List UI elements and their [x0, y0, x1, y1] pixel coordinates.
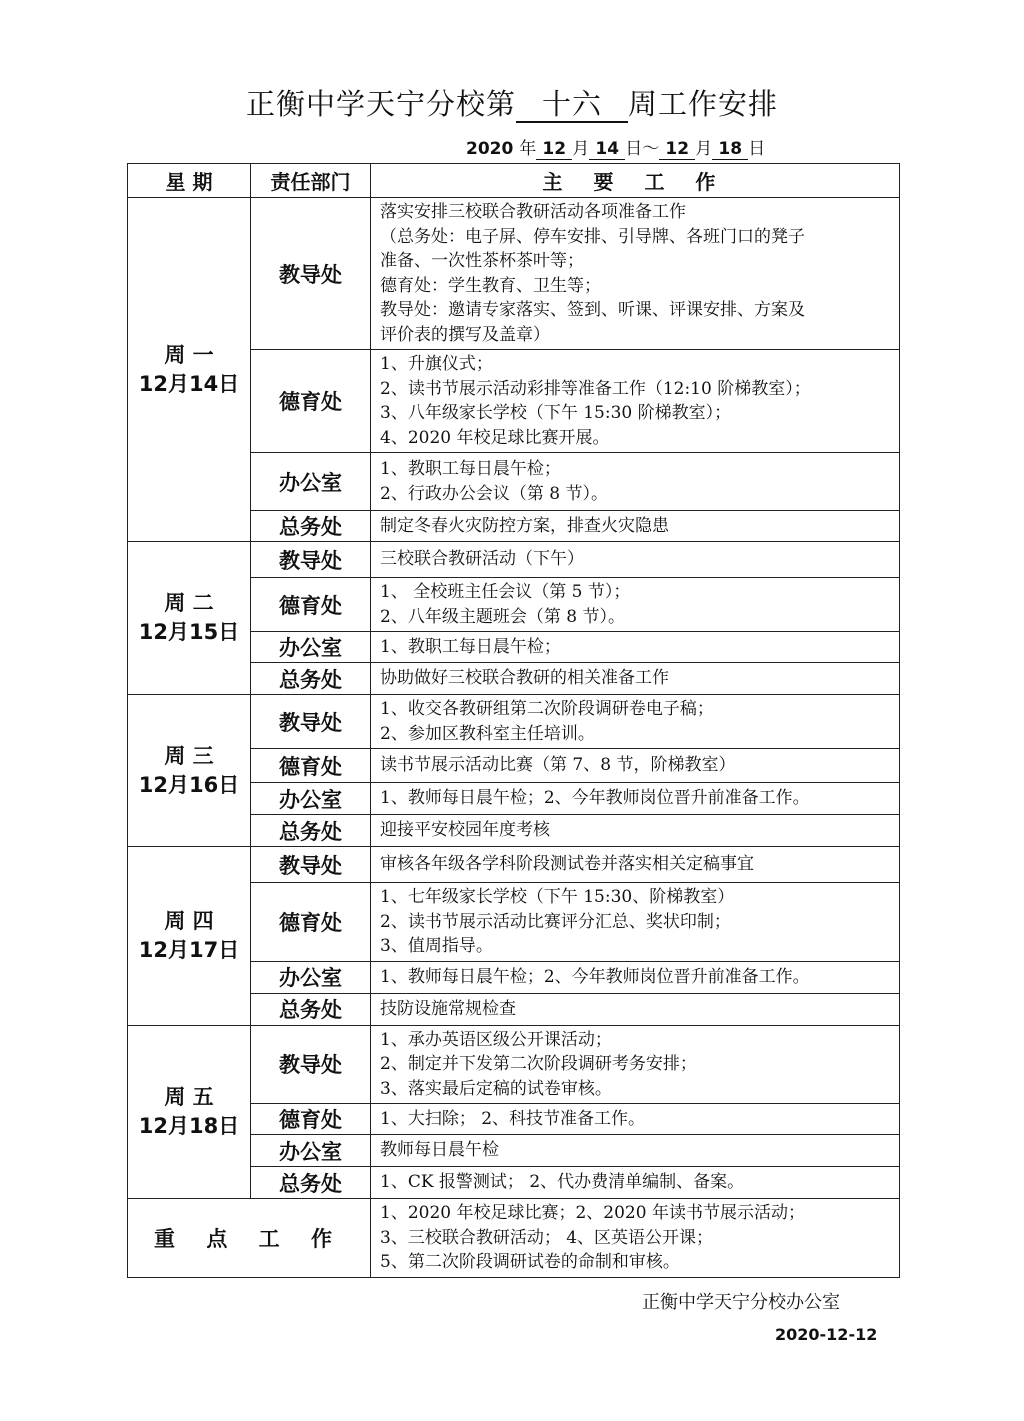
department-cell: 教导处	[251, 847, 371, 883]
work-line: 1、 全校班主任会议（第 5 节）；	[380, 582, 631, 602]
page-title: 正衡中学天宁分校第 十六 周工作安排	[245, 87, 779, 121]
work-line: 2、行政办公会议（第 8 节）。	[380, 483, 608, 504]
date-range: 2020 年 12 月 14 日～ 12 月 18 日	[466, 139, 766, 159]
work-line: 2、八年级主题班会（第 8 节）。	[380, 606, 625, 627]
table-row	[128, 847, 900, 883]
work-cell	[371, 632, 900, 663]
work-line: 迎接平安校园年度考核	[380, 820, 550, 841]
work-line: 2、参加区教科室主任培训。	[380, 723, 595, 744]
work-line: 1、2020 年校足球比赛；2、2020 年读书节展示活动；	[380, 1203, 805, 1223]
work-line: 落实安排三校联合教研活动各项准备工作	[380, 202, 686, 222]
weekday-label: 周 一	[164, 342, 214, 367]
work-cell	[371, 350, 900, 453]
work-line: 教导处：邀请专家落实、签到、听课、评课安排、方案及	[380, 300, 805, 320]
key-work-row	[128, 1199, 900, 1278]
work-line: 制定冬春火灾防控方案，排查火灾隐患	[380, 515, 669, 536]
work-cell	[371, 1104, 900, 1135]
work-cell	[371, 1167, 900, 1199]
week-number: 十六	[516, 89, 628, 123]
work-line: 1、承办英语区级公开课活动；	[380, 1029, 612, 1050]
work-cell	[371, 542, 900, 578]
department-cell: 德育处	[251, 350, 371, 453]
department-cell: 教导处	[251, 542, 371, 578]
work-cell	[371, 1135, 900, 1167]
weekday-cell	[128, 847, 251, 1026]
work-line: 2、读书节展示活动比赛评分汇总、奖状印制；	[380, 911, 731, 932]
schedule-body	[128, 198, 900, 1278]
department-cell: 办公室	[251, 632, 371, 663]
work-line: 1、教职工每日晨午检；	[380, 636, 561, 657]
department-cell: 总务处	[251, 815, 371, 847]
weekday-cell	[128, 1025, 251, 1199]
work-cell	[371, 883, 900, 962]
department-cell: 总务处	[251, 993, 371, 1025]
weekday-label: 周 五	[164, 1084, 214, 1109]
date-label: 12月14日	[138, 371, 240, 396]
work-line: 德育处：学生教育、卫生等；	[380, 275, 601, 296]
work-line: 评价表的撰写及盖章）	[380, 324, 550, 345]
work-line: 1、七年级家长学校（下午 15:30、阶梯教室）	[380, 887, 735, 907]
work-line: 三校联合教研活动（下午）	[380, 549, 584, 570]
weekday-cell	[128, 198, 251, 542]
weekday-cell	[128, 542, 251, 695]
work-cell	[371, 453, 900, 511]
start-day: 14	[589, 139, 625, 160]
department-cell: 教导处	[251, 198, 371, 350]
work-line: 4、2020 年校足球比赛开展。	[380, 427, 610, 448]
department-cell: 办公室	[251, 1135, 371, 1167]
department-cell: 教导处	[251, 695, 371, 749]
work-cell	[371, 749, 900, 783]
department-cell: 德育处	[251, 578, 371, 632]
work-cell	[371, 1025, 900, 1104]
work-cell	[371, 993, 900, 1025]
header-work: 主 要 工 作	[371, 164, 900, 198]
date-label: 12月18日	[138, 1113, 240, 1138]
weekday-label: 周 四	[164, 908, 214, 933]
work-cell	[371, 663, 900, 695]
work-line: （总务处：电子屏、停车安排、引导牌、各班门口的凳子	[380, 226, 805, 247]
work-line: 1、教师每日晨午检；2、今年教师岗位晋升前准备工作。	[380, 788, 810, 809]
start-month: 12	[536, 139, 572, 160]
table-row	[128, 198, 900, 350]
work-line: 1、CK 报警测试； 2、代办费清单编制、备案。	[380, 1172, 745, 1193]
work-line: 1、收交各教研组第二次阶段调研卷电子稿；	[380, 699, 714, 719]
work-line: 3、三校联合教研活动； 4、区英语公开课；	[380, 1227, 714, 1248]
department-cell: 办公室	[251, 783, 371, 815]
work-line: 技防设施常规检查	[380, 998, 516, 1019]
work-cell	[371, 815, 900, 847]
department-cell: 办公室	[251, 453, 371, 511]
department-cell: 总务处	[251, 511, 371, 542]
work-line: 协助做好三校联合教研的相关准备工作	[380, 668, 669, 689]
work-cell	[371, 783, 900, 815]
key-work-label: 重 点 工 作	[128, 1199, 371, 1278]
work-line: 教师每日晨午检	[380, 1140, 499, 1161]
work-cell	[371, 198, 900, 350]
key-work-cell	[371, 1199, 900, 1278]
table-row	[128, 542, 900, 578]
weekday-cell	[128, 695, 251, 847]
date-label: 12月17日	[138, 937, 240, 962]
weekday-label: 周 二	[164, 591, 214, 615]
work-line: 2、制定并下发第二次阶段调研考务安排；	[380, 1054, 697, 1074]
work-line: 准备、一次性茶杯茶叶等；	[380, 251, 584, 271]
footer-office: 正衡中学天宁分校办公室	[642, 1292, 840, 1313]
work-line: 2、读书节展示活动彩排等准备工作（12:10 阶梯教室）；	[380, 378, 811, 399]
department-cell: 德育处	[251, 749, 371, 783]
schedule-table	[127, 163, 900, 1278]
department-cell: 总务处	[251, 663, 371, 695]
department-cell: 德育处	[251, 883, 371, 962]
work-cell	[371, 695, 900, 749]
work-cell	[371, 847, 900, 883]
header-department: 责任部门	[251, 164, 371, 198]
weekday-label: 周 三	[164, 743, 214, 768]
department-cell: 办公室	[251, 961, 371, 993]
work-cell	[371, 578, 900, 632]
work-line: 1、升旗仪式；	[380, 354, 493, 374]
department-cell: 教导处	[251, 1025, 371, 1104]
end-day: 18	[712, 139, 748, 160]
work-line: 读书节展示活动比赛（第 7、8 节，阶梯教室）	[380, 755, 736, 776]
work-line: 5、第二次阶段调研试卷的命制和审核。	[380, 1252, 680, 1272]
end-month: 12	[659, 139, 695, 160]
footer-date: 2020-12-12	[775, 1325, 878, 1344]
header-weekday: 星 期	[128, 164, 251, 198]
work-line: 1、教师每日晨午检；2、今年教师岗位晋升前准备工作。	[380, 966, 810, 987]
work-line: 3、八年级家长学校（下午 15:30 阶梯教室）；	[380, 403, 732, 423]
date-label: 12月16日	[138, 772, 240, 797]
date-label: 12月15日	[138, 620, 240, 644]
work-cell	[371, 511, 900, 542]
table-row	[128, 1025, 900, 1104]
department-cell: 总务处	[251, 1167, 371, 1199]
work-cell	[371, 961, 900, 993]
work-line: 1、教职工每日晨午检；	[380, 459, 561, 479]
header-row	[128, 164, 900, 198]
department-cell: 德育处	[251, 1104, 371, 1135]
table-row	[128, 695, 900, 749]
work-line: 3、值周指导。	[380, 936, 493, 956]
work-line: 1、大扫除； 2、科技节准备工作。	[380, 1108, 646, 1129]
work-line: 3、落实最后定稿的试卷审核。	[380, 1078, 612, 1099]
work-line: 审核各年级各学科阶段测试卷并落实相关定稿事宜	[380, 854, 754, 875]
